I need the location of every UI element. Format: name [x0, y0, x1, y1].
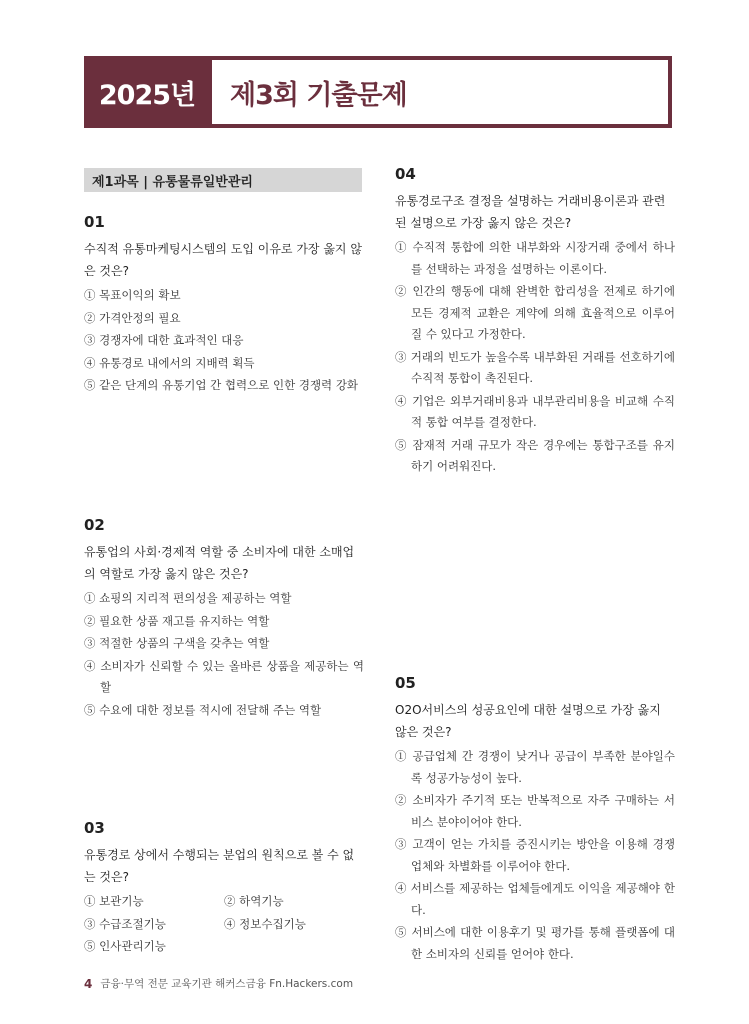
option-1: ① 목표이익의 확보: [84, 288, 181, 302]
question-03: [84, 819, 364, 959]
option-1: ① 수직적 통합에 의한 내부화와 시장거래 중에서 하나를 선택하는 과정을 설명하는 이론이다.: [395, 240, 675, 276]
option-3: ③ 경쟁자에 대한 효과적인 대응: [84, 333, 244, 347]
title-banner: [84, 56, 672, 128]
option-3: ③ 수급조절기능: [84, 916, 166, 931]
option-3: ③ 적절한 상품의 구색을 갖추는 역할: [84, 636, 270, 650]
option-2: ② 인간의 행동에 대해 완벽한 합리성을 전제로 하기에 모든 경제적 교환은 계약에 의해 효율적으로 이루어 질 수 있다고 가정한다.: [395, 284, 675, 341]
question-01: [84, 213, 364, 398]
page-footer: [84, 976, 353, 991]
question-text: 유통경로 상에서 수행되는 분업의 원칙으로 볼 수 없는 것은?: [84, 848, 355, 884]
option-5: ⑤ 같은 단계의 유통기업 간 협력으로 인한 경쟁력 강화: [84, 378, 359, 392]
page-number: 4: [84, 976, 93, 991]
question-text: 유통경로구조 결정을 설명하는 거래비용이론과 관련된 설명으로 가장 옳지 않은 것은?: [395, 194, 666, 230]
question-number: 01: [84, 213, 105, 231]
option-1: ① 보관기능: [84, 894, 144, 908]
option-list: [84, 891, 364, 959]
question-05: [395, 674, 675, 966]
question-number: 02: [84, 516, 105, 534]
option-list: [84, 285, 364, 397]
option-3: ③ 고객이 얻는 가치를 증진시키는 방안을 이용해 경쟁업체와 차별화를 이루어야 한다.: [395, 837, 675, 873]
option-list: [395, 746, 675, 965]
option-3: ③ 거래의 빈도가 높을수록 내부화된 거래를 선호하기에 수직적 통합이 촉진된다.: [395, 349, 675, 385]
option-4: ④ 서비스를 제공하는 업체들에게도 이익을 제공해야 한다.: [395, 881, 675, 917]
option-2: ② 가격안정의 필요: [84, 310, 181, 325]
option-2: ② 필요한 상품 재고를 유지하는 역할: [84, 613, 270, 628]
question-number: 05: [395, 674, 416, 692]
banner-year: 2025년: [98, 79, 196, 111]
question-number: 03: [84, 819, 105, 837]
option-5: ⑤ 인사관리기능: [84, 939, 166, 953]
question-text: 수직적 유통마케팅시스템의 도입 이유로 가장 옳지 않은 것은?: [84, 242, 362, 278]
footer-text: 금융·무역 전문 교육기관 해커스금융 Fn.Hackers.com: [100, 978, 354, 990]
option-2: ② 소비자가 주기적 또는 반복적으로 자주 구매하는 서비스 분야이어야 한다.: [395, 793, 675, 829]
question-number: 04: [395, 165, 416, 183]
question-text: O2O서비스의 성공요인에 대한 설명으로 가장 옳지 않은 것은?: [395, 703, 661, 739]
option-4: ④ 소비자가 신뢰할 수 있는 올바른 상품을 제공하는 역할: [84, 658, 364, 694]
question-text: 유통업의 사회·경제적 역할 중 소비자에 대한 소매업의 역할로 가장 옳지 않은 것은?: [84, 545, 355, 581]
option-5: ⑤ 수요에 대한 정보를 적시에 전달해 주는 역할: [84, 702, 322, 717]
option-list: [395, 237, 675, 478]
option-4: ④ 정보수집기능: [224, 916, 306, 931]
option-list: [84, 588, 364, 721]
option-5: ⑤ 서비스에 대한 이용후기 및 평가를 통해 플랫폼에 대한 소비자의 신뢰를 얻어야 한다.: [395, 925, 675, 961]
option-2: ② 하역기능: [224, 894, 284, 908]
question-02: [84, 516, 364, 722]
option-1: ① 공급업체 간 경쟁이 낮거나 공급이 부족한 분야일수록 성공가능성이 높다.: [395, 749, 675, 785]
option-5: ⑤ 잠재적 거래 규모가 작은 경우에는 통합구조를 유지하기 어려워진다.: [395, 437, 675, 473]
banner-title-box: [212, 60, 668, 124]
option-4: ④ 기업은 외부거래비용과 내부관리비용을 비교해 수직적 통합 여부를 결정한다.: [395, 393, 675, 429]
option-4: ④ 유통경로 내에서의 지배력 획득: [84, 355, 255, 370]
banner-title: 제3회 기출문제: [230, 79, 407, 111]
option-1: ① 쇼핑의 지리적 편의성을 제공하는 역할: [84, 591, 292, 605]
question-04: [395, 165, 675, 479]
subject-heading: 제1과목 | 유통물류일반관리: [84, 168, 362, 192]
